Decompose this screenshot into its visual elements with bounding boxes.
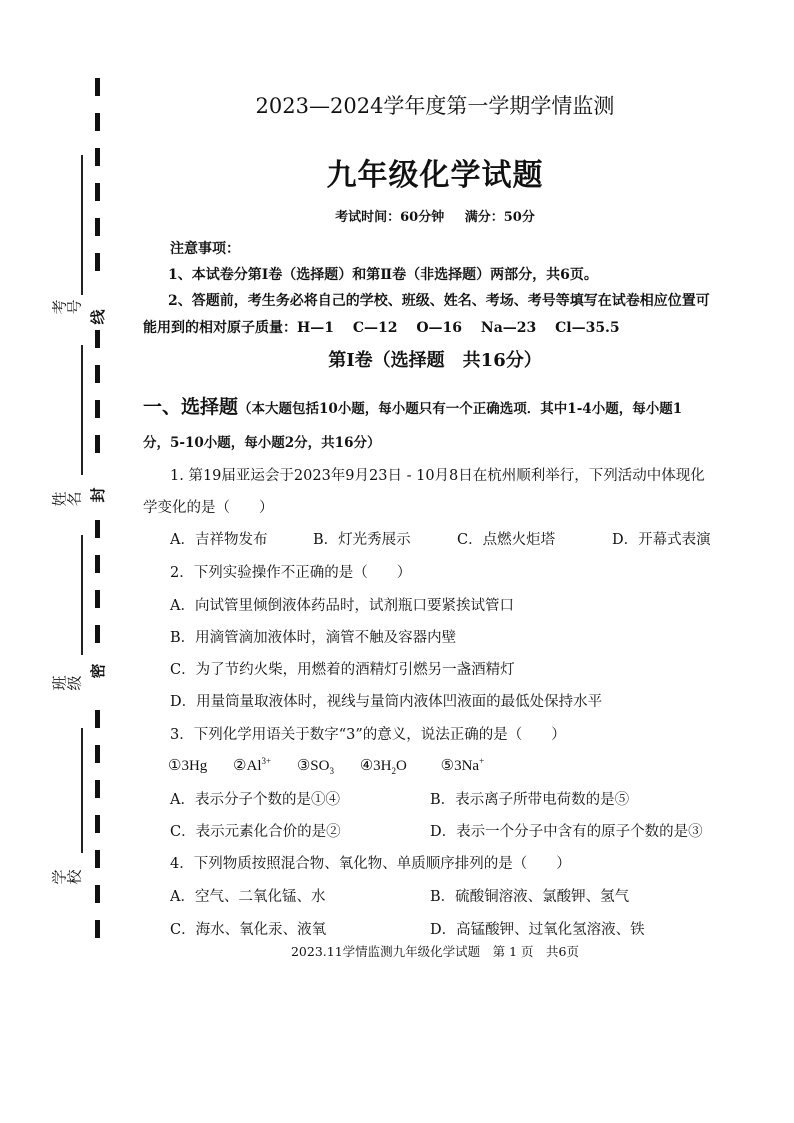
q4-option-b[interactable]: B．硫酸铜溶液、氯酸钾、氢气: [430, 889, 630, 905]
atomic-mass-note: 能用到的相对原子质量：H—1 C—12 O—16 Na—23 Cl—35.5: [143, 320, 620, 336]
q3-option-b[interactable]: B．表示离子所带电荷数的是⑤: [430, 792, 630, 808]
class-line[interactable]: [81, 535, 83, 655]
q3-formula-1: ①3Hg: [168, 758, 208, 774]
seal-line: 线: [89, 309, 107, 325]
dash-segment: [95, 885, 100, 903]
part-label: 一、选择题: [143, 396, 239, 418]
dash-segment: [95, 745, 100, 763]
q1-option-b[interactable]: B．灯光秀展示: [313, 532, 411, 548]
seal-secret: 密: [89, 663, 107, 679]
q2-option-a[interactable]: A．向试管里倾倒液体药品时，试剂瓶口要紧挨试管口: [170, 598, 514, 614]
q2-option-d[interactable]: D．用量筒量取液体时，视线与量筒内液体凹液面的最低处保持水平: [170, 694, 603, 710]
q3-option-a[interactable]: A．表示分子个数的是①④: [170, 792, 340, 808]
school-line[interactable]: [81, 728, 83, 853]
exam-meta: [0, 206, 794, 225]
dash-segment: [95, 780, 100, 798]
name-label: 姓名: [50, 491, 84, 507]
dash-segment: [95, 253, 100, 271]
q1-option-a[interactable]: A．吉祥物发布: [170, 532, 268, 548]
q3-formula-5: ⑤3Na+: [440, 756, 485, 774]
exam-number-label: 考号: [50, 299, 84, 315]
notes-heading: 注意事项：: [170, 241, 240, 257]
exam-time: 考试时间：60分钟: [335, 210, 445, 225]
q4-option-c[interactable]: C．海水、氧化汞、液氧: [170, 922, 327, 938]
seal-seal: 封: [89, 487, 107, 503]
dash-segment: [95, 625, 100, 643]
dash-segment: [95, 850, 100, 868]
class-label: 班级: [50, 675, 84, 691]
question-4-stem: 4．下列物质按照混合物、氧化物、单质顺序排列的是（ ）: [170, 856, 571, 872]
dash-segment: [95, 400, 100, 418]
part-heading: [143, 392, 682, 419]
exam-score: 满分：50分: [464, 210, 535, 225]
question-1-stem: 1. 第19届亚运会于2023年9月23日 - 10月8日在杭州顺利举行，下列活动中体现化: [170, 468, 705, 484]
dash-segment: [95, 815, 100, 833]
q2-option-b[interactable]: B．用滴管滴加液体时，滴管不触及容器内壁: [170, 630, 457, 646]
page-footer: 2023.11学情监测九年级化学试题 第 1 页 共6页: [290, 944, 580, 959]
dash-segment: [95, 555, 100, 573]
q2-option-c[interactable]: C．为了节约火柴，用燃着的酒精灯引燃另一盏酒精灯: [170, 662, 515, 678]
question-1-stem-cont: 学变化的是（ ）: [143, 500, 274, 516]
q4-option-d[interactable]: D．高锰酸钾、过氧化氢溶液、铁: [430, 922, 645, 938]
dash-segment: [95, 590, 100, 608]
q3-option-d[interactable]: D．表示一个分子中含有的原子个数的是③: [430, 824, 703, 840]
q3-formula-list: [168, 756, 484, 776]
school-label: 学校: [50, 869, 84, 885]
term-title: 2023—2024学年度第一学期学情监测: [255, 94, 615, 118]
subject-title: 九年级化学试题: [326, 158, 544, 193]
q3-option-c[interactable]: C．表示元素化合价的是②: [170, 824, 341, 840]
question-2-stem: 2．下列实验操作不正确的是（ ）: [170, 565, 412, 581]
dash-segment: [95, 710, 100, 728]
note-item: 2、答题前，考生务必将自己的学校、班级、姓名、考场、考号等填写在试卷相应位置可: [168, 293, 710, 309]
dash-segment: [95, 920, 100, 938]
part-description-cont: 分，5-10小题，每小题2分，共16分）: [143, 435, 381, 451]
note-item: 1、本试卷分第Ⅰ卷（选择题）和第Ⅱ卷（非选择题）两部分，共6页。: [168, 267, 598, 283]
q3-formula-2: $②Al^{3+}$: [233, 756, 272, 774]
q3-formula-3: $③SO_3$: [296, 758, 334, 776]
q3-formula-4: $④3H_2O$: [359, 758, 407, 776]
dash-segment: [95, 435, 100, 453]
question-3-stem: 3．下列化学用语关于数字“3”的意义，说法正确的是（ ）: [170, 727, 566, 743]
q1-option-c[interactable]: C．点燃火炬塔: [457, 532, 556, 548]
part-description: （本大题包括10小题，每小题只有一个正确选项．其中1-4小题，每小题1: [238, 401, 683, 417]
section-title: 第Ⅰ卷（选择题 共16分）: [328, 350, 542, 371]
q4-option-a[interactable]: A．空气、二氧化锰、水: [170, 889, 326, 905]
q1-option-d[interactable]: D．开幕式表演: [612, 532, 711, 548]
dash-segment: [95, 520, 100, 538]
